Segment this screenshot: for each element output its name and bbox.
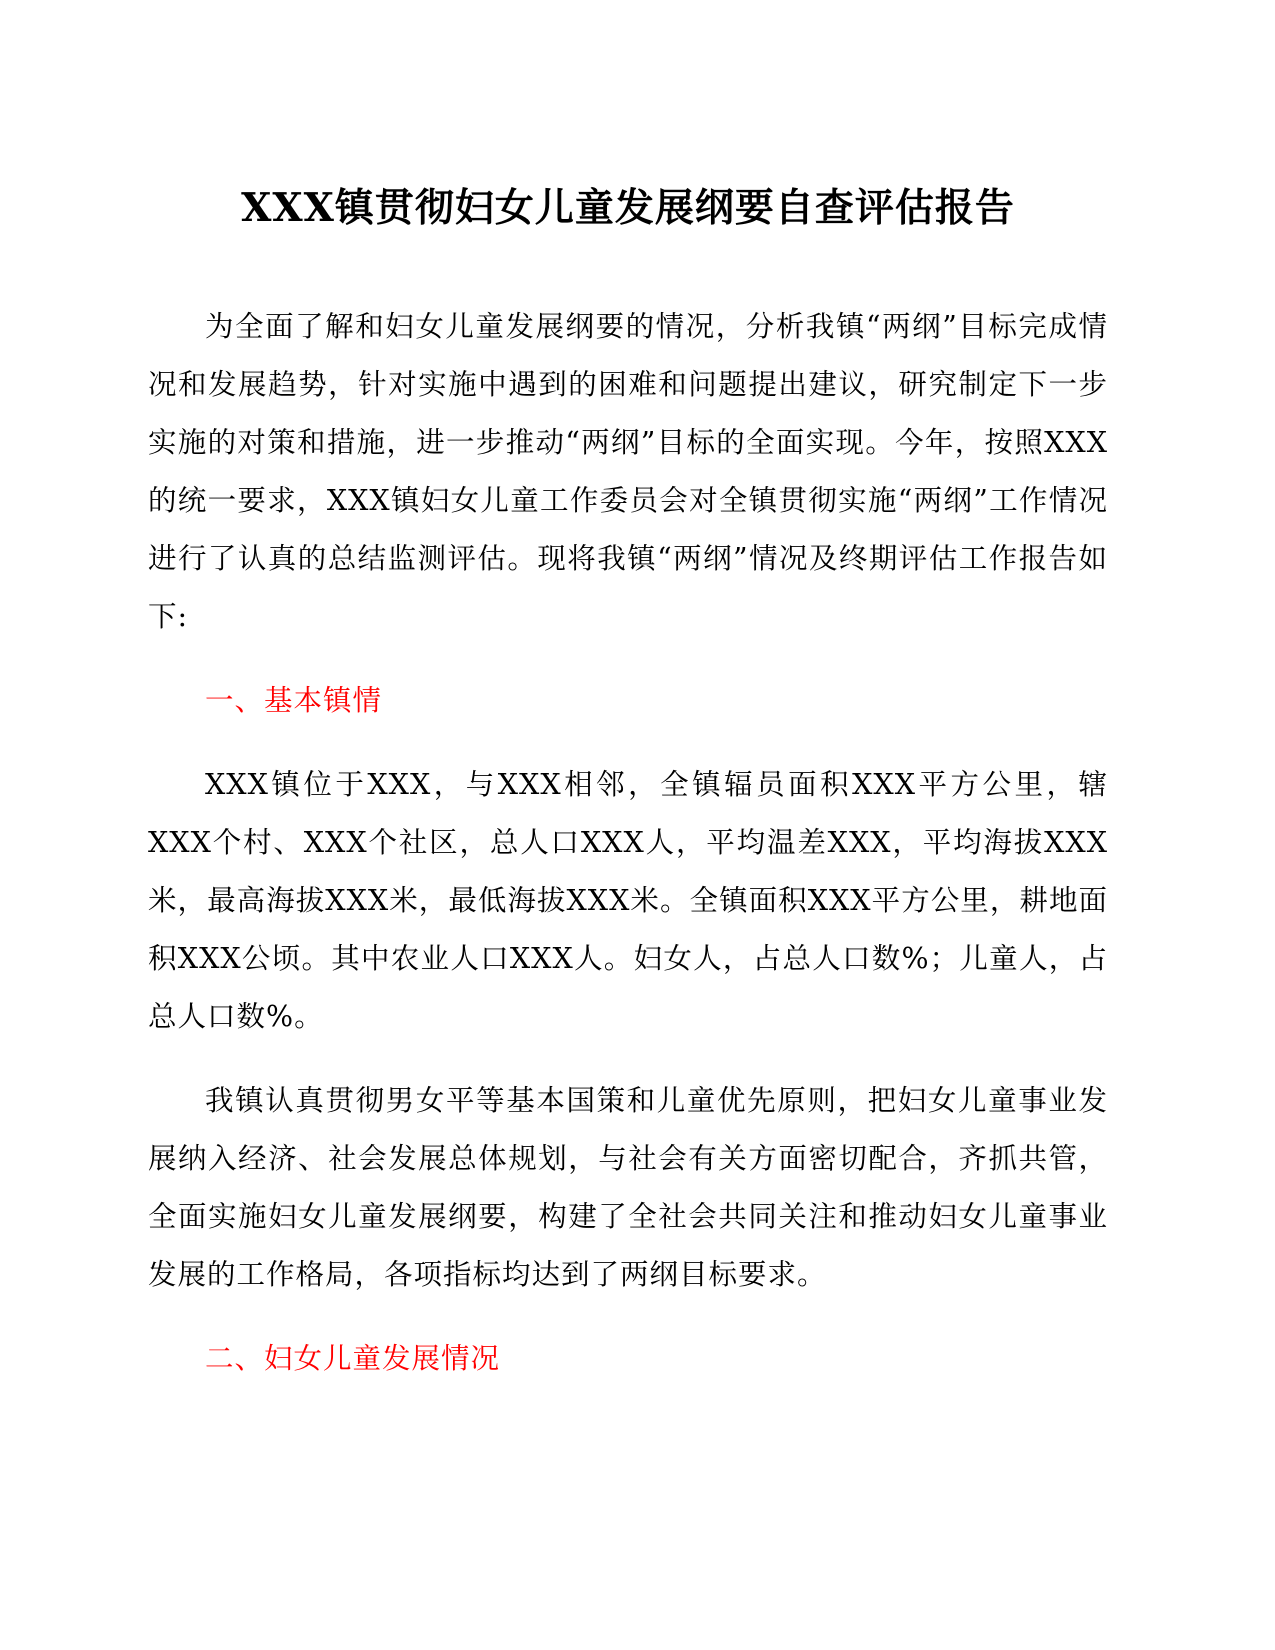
document-title: XXX镇贯彻妇女儿童发展纲要自查评估报告 xyxy=(241,185,1015,231)
document-content xyxy=(148,180,1108,1414)
section-heading-basic-info: 一、基本镇情 xyxy=(205,684,383,717)
section-heading-development: 二、妇女儿童发展情况 xyxy=(205,1342,501,1375)
intro-paragraph: 为全面了解和妇女儿童发展纲要的情况，分析我镇“两纲”目标完成情况和发展趋势，针对实施中遇到的困难和问题提出建议，研究制定下一步实施的对策和措施，进一步推动“两纲”目标的全面实现。今年，按照XXX的统一要求，XXX镇妇女儿童工作委员会对全镇贯彻实施“两纲”工作情况进行了认真的总结监测评估。现将我镇“两纲”情况及终期评估工作报告如下: xyxy=(148,310,1108,633)
policy-paragraph: 我镇认真贯彻男女平等基本国策和儿童优先原则，把妇女儿童事业发展纳入经济、社会发展总体规划，与社会有关方面密切配合，齐抓共管，全面实施妇女儿童发展纲要，构建了全社会共同关注和推动妇女儿童事业发展的工作格局，各项指标均达到了两纲目标要求。 xyxy=(148,1084,1108,1291)
basic-info-paragraph: XXX镇位于XXX，与XXX相邻，全镇辐员面积XXX平方公里，辖XXX个村、XXX个社区，总人口XXX人，平均温差XXX，平均海拔XXX米，最高海拔XXX米，最低海拔XXX米。全镇面积XXX平方公里，耕地面积XXX公顷。其中农业人口XXX人。妇女人，占总人口数%；儿童人，占总人口数%。 xyxy=(148,768,1108,1033)
